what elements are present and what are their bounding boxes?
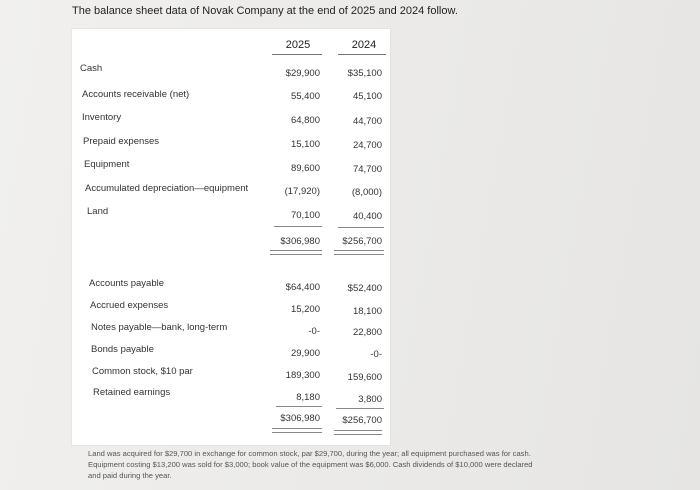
asset-value-2025: (17,920)	[284, 186, 320, 197]
asset-label: Land	[87, 206, 109, 217]
problem-title: The balance sheet data of Novak Company at the end of 2025 and 2024 follow.	[72, 5, 458, 17]
footnote	[88, 448, 688, 481]
asset-value-2025: 55,400	[290, 91, 320, 102]
footnote-line: and paid during the year.	[88, 471, 172, 480]
liability-value-2024: 159,600	[347, 372, 382, 383]
liability-value-2024: 22,800	[352, 327, 382, 338]
liability-value-2025: $64,400	[285, 282, 320, 293]
assets-subtotal-rule-2024	[338, 227, 384, 228]
asset-label: Equipment	[84, 159, 130, 170]
asset-value-2025: $29,900	[285, 68, 320, 79]
column-header-2024: 2024	[351, 39, 377, 51]
assets-total-2025: $306,980	[280, 236, 320, 247]
liabilities-subtotal-rule-2024	[336, 408, 384, 409]
asset-value-2024: (8,000)	[351, 187, 382, 198]
liability-value-2025: -0-	[308, 326, 320, 337]
asset-value-2024: 45,100	[352, 91, 382, 102]
liability-label: Accrued expenses	[90, 300, 169, 311]
liability-value-2025: 8,180	[296, 392, 320, 403]
footnote-line: Land was acquired for $29,700 in exchange for common stock, par $29,700, during the year; all equipment purchased was for cash.	[88, 449, 531, 458]
header-underline-2025	[272, 54, 322, 55]
liability-label: Notes payable—bank, long-term	[91, 322, 228, 333]
liability-value-2024: -0-	[370, 349, 382, 360]
asset-value-2025: 15,100	[290, 139, 320, 150]
asset-value-2025: 89,600	[290, 163, 320, 174]
liability-label: Accounts payable	[89, 278, 164, 289]
asset-value-2024: 24,700	[352, 140, 382, 151]
assets-total-double-rule-2024	[334, 250, 384, 255]
liability-label: Bonds payable	[91, 344, 154, 355]
assets-total-2024: $256,700	[342, 236, 382, 247]
asset-label: Accumulated depreciation—equipment	[85, 183, 249, 194]
liability-value-2024: 3,800	[358, 394, 382, 405]
asset-value-2024: 74,700	[352, 164, 382, 175]
asset-value-2025: 70,100	[290, 210, 320, 221]
liabilities-total-2024: $256,700	[342, 415, 382, 426]
footnote-line: Equipment costing $13,200 was sold for $3,000; book value of the equipment was $6,000. Cash dividends of $10,000 were declared	[88, 460, 533, 469]
asset-label: Inventory	[82, 112, 122, 123]
liabilities-total-2025: $306,980	[280, 413, 320, 424]
liabilities-total-double-rule-2024	[334, 430, 382, 435]
liability-value-2025: 189,300	[285, 370, 320, 381]
asset-label: Cash	[80, 63, 103, 74]
asset-label: Prepaid expenses	[83, 136, 160, 147]
asset-value-2024: 40,400	[352, 211, 382, 222]
asset-label: Accounts receivable (net)	[82, 89, 190, 100]
liability-value-2025: 29,900	[290, 348, 320, 359]
liabilities-total-double-rule-2025	[272, 428, 322, 433]
assets-total-double-rule-2025	[270, 250, 322, 255]
asset-value-2025: 64,800	[290, 115, 320, 126]
column-header-2025: 2025	[285, 39, 311, 51]
liability-value-2024: $52,400	[347, 283, 382, 294]
asset-value-2024: $35,100	[347, 68, 382, 79]
liability-value-2025: 15,200	[290, 304, 320, 315]
liabilities-subtotal-rule-2025	[276, 406, 322, 407]
asset-value-2024: 44,700	[352, 116, 382, 127]
header-underline-2024	[338, 54, 386, 55]
liability-label: Common stock, $10 par	[92, 366, 193, 377]
liability-label: Retained earnings	[93, 387, 171, 398]
assets-subtotal-rule-2025	[274, 226, 322, 227]
liability-value-2024: 18,100	[352, 306, 382, 317]
